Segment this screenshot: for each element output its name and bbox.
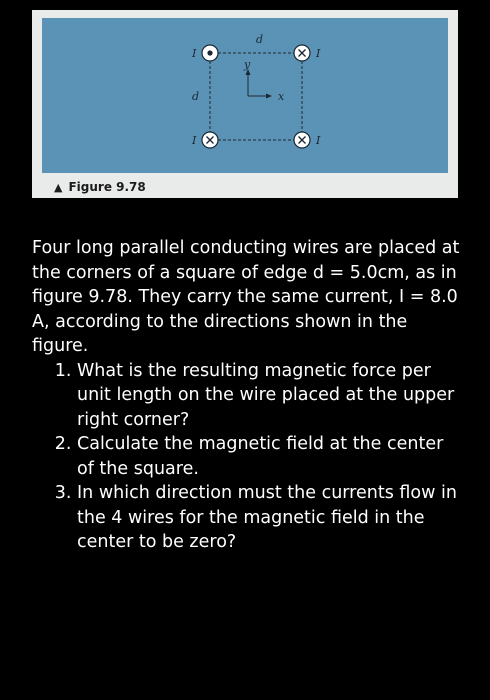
wire-diagram xyxy=(42,18,448,173)
question-item: 3. In which direction must the currents flow in the 4 wires for the magnetic field in the center to be zero? xyxy=(77,481,464,555)
figure-caption-text: Figure 9.78 xyxy=(68,180,146,194)
figure-caption xyxy=(54,180,146,194)
label-current-bottom-left: I xyxy=(192,134,197,147)
label-axis-x: x xyxy=(278,90,285,103)
wire-bottom-left-in-icon xyxy=(202,132,218,148)
problem-intro: Four long parallel conducting wires are placed at the corners of a square of edge d = 5.0cm, as in figure 9.78. They carry the same current, I = 8.0 A, according to the directions shown in the figure. xyxy=(32,238,460,356)
x-axis-arrow-icon xyxy=(266,94,272,99)
question-item: 2. Calculate the magnetic field at the center of the square. xyxy=(77,432,464,481)
question-item: 1. What is the resulting magnetic force per unit length on the wire placed at the upper right corner? xyxy=(77,359,464,433)
figure-card xyxy=(32,10,458,198)
triangle-icon: ▲ xyxy=(54,181,63,194)
label-current-top-right: I xyxy=(316,47,321,60)
label-axis-y: y xyxy=(244,58,251,71)
question-list xyxy=(32,359,464,555)
label-current-top-left: I xyxy=(192,47,197,60)
figure-panel xyxy=(42,18,448,173)
label-current-bottom-right: I xyxy=(316,134,321,147)
wire-top-right-in-icon xyxy=(294,45,310,61)
label-d-left: d xyxy=(192,90,200,103)
problem-text xyxy=(32,236,464,555)
wire-top-left-out-icon xyxy=(202,45,218,61)
wire-bottom-right-in-icon xyxy=(294,132,310,148)
label-d-top: d xyxy=(256,33,264,46)
